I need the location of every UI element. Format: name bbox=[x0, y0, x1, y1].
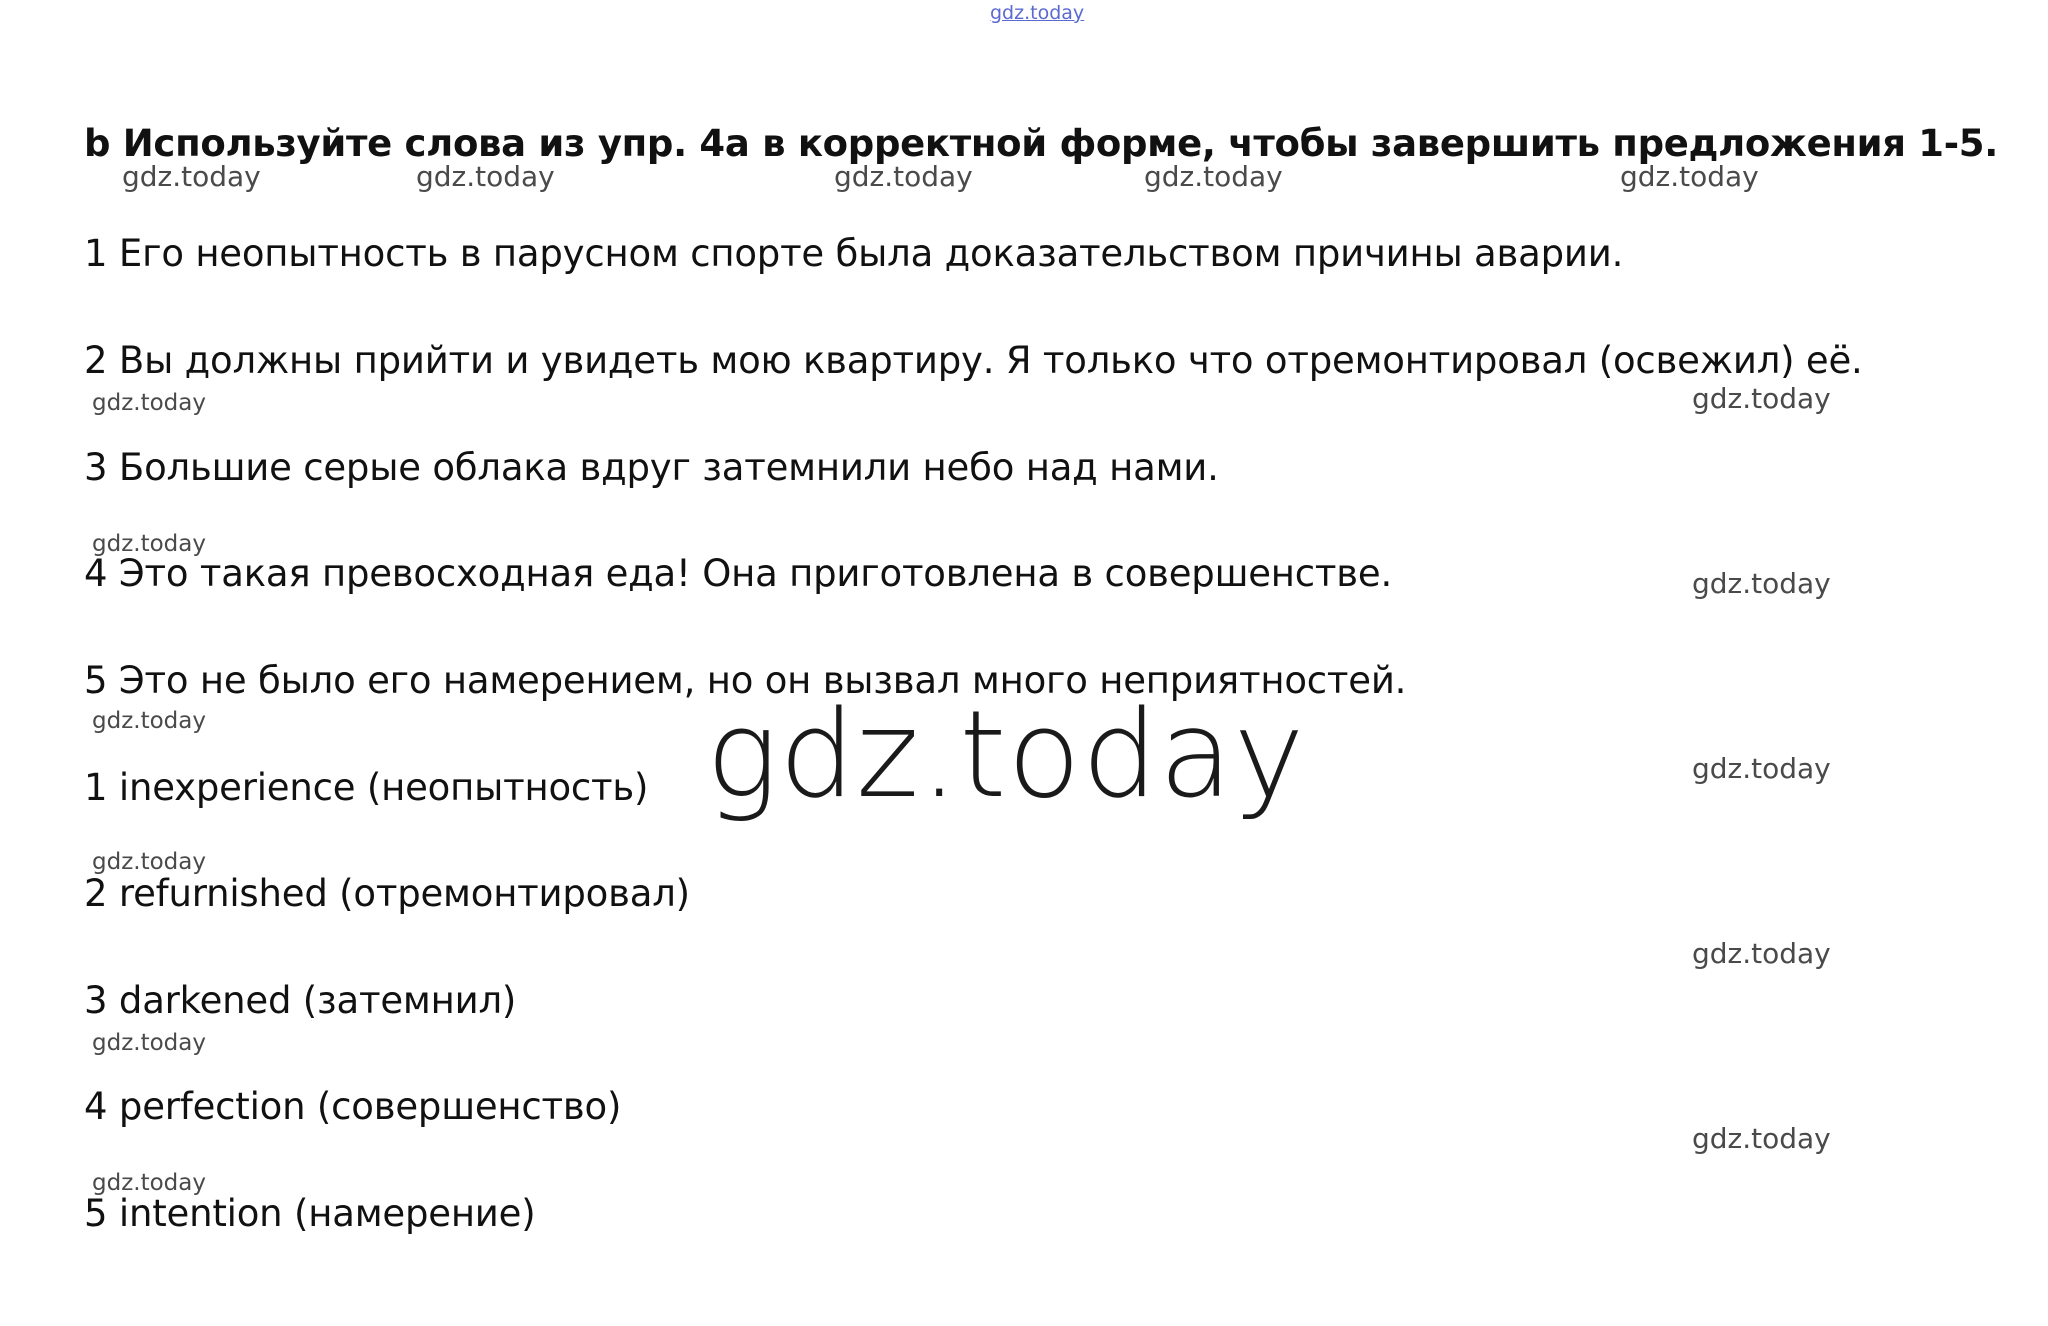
answer-4: 4 perfection (совершенство) bbox=[84, 1085, 622, 1128]
sentence-5: 5 Это не было его намерением, но он вызвал много неприятностей. bbox=[84, 659, 1407, 702]
watermark: gdz.today bbox=[1144, 160, 1283, 193]
top-link[interactable]: gdz.today bbox=[990, 2, 1085, 24]
sentence-1: 1 Его неопытность в парусном спорте была доказательством причины аварии. bbox=[84, 232, 1624, 275]
sentence-2: 2 Вы должны прийти и увидеть мою квартиру. Я только что отремонтировал (освежил) её. bbox=[84, 339, 1863, 382]
answer-1: 1 inexperience (неопытность) bbox=[84, 766, 649, 809]
watermark: gdz.today bbox=[92, 849, 206, 875]
watermark: gdz.today bbox=[1620, 160, 1759, 193]
answer-2: 2 refurnished (отремонтировал) bbox=[84, 872, 690, 915]
watermark: gdz.today bbox=[92, 531, 206, 557]
watermark: gdz.today bbox=[416, 160, 555, 193]
sentence-3: 3 Большие серые облака вдруг затемнили небо над нами. bbox=[84, 446, 1219, 489]
watermark: gdz.today bbox=[1692, 382, 1831, 415]
watermark: gdz.today bbox=[1692, 1122, 1831, 1155]
watermark: gdz.today bbox=[1692, 567, 1831, 600]
watermark: gdz.today bbox=[834, 160, 973, 193]
watermark: gdz.today bbox=[706, 686, 1306, 825]
answer-3: 3 darkened (затемнил) bbox=[84, 979, 517, 1022]
sentence-4: 4 Это такая превосходная еда! Она приготовлена в совершенстве. bbox=[84, 552, 1393, 595]
watermark: gdz.today bbox=[1692, 752, 1831, 785]
watermark: gdz.today bbox=[92, 390, 206, 416]
watermark: gdz.today bbox=[1692, 937, 1831, 970]
answer-5: 5 intention (намерение) bbox=[84, 1192, 536, 1235]
task-title: b Используйте слова из упр. 4a в корректной форме, чтобы завершить предложения 1-5. bbox=[84, 122, 1998, 165]
watermark: gdz.today bbox=[92, 708, 206, 734]
watermark: gdz.today bbox=[92, 1030, 206, 1056]
watermark: gdz.today bbox=[92, 1170, 206, 1196]
watermark: gdz.today bbox=[122, 160, 261, 193]
